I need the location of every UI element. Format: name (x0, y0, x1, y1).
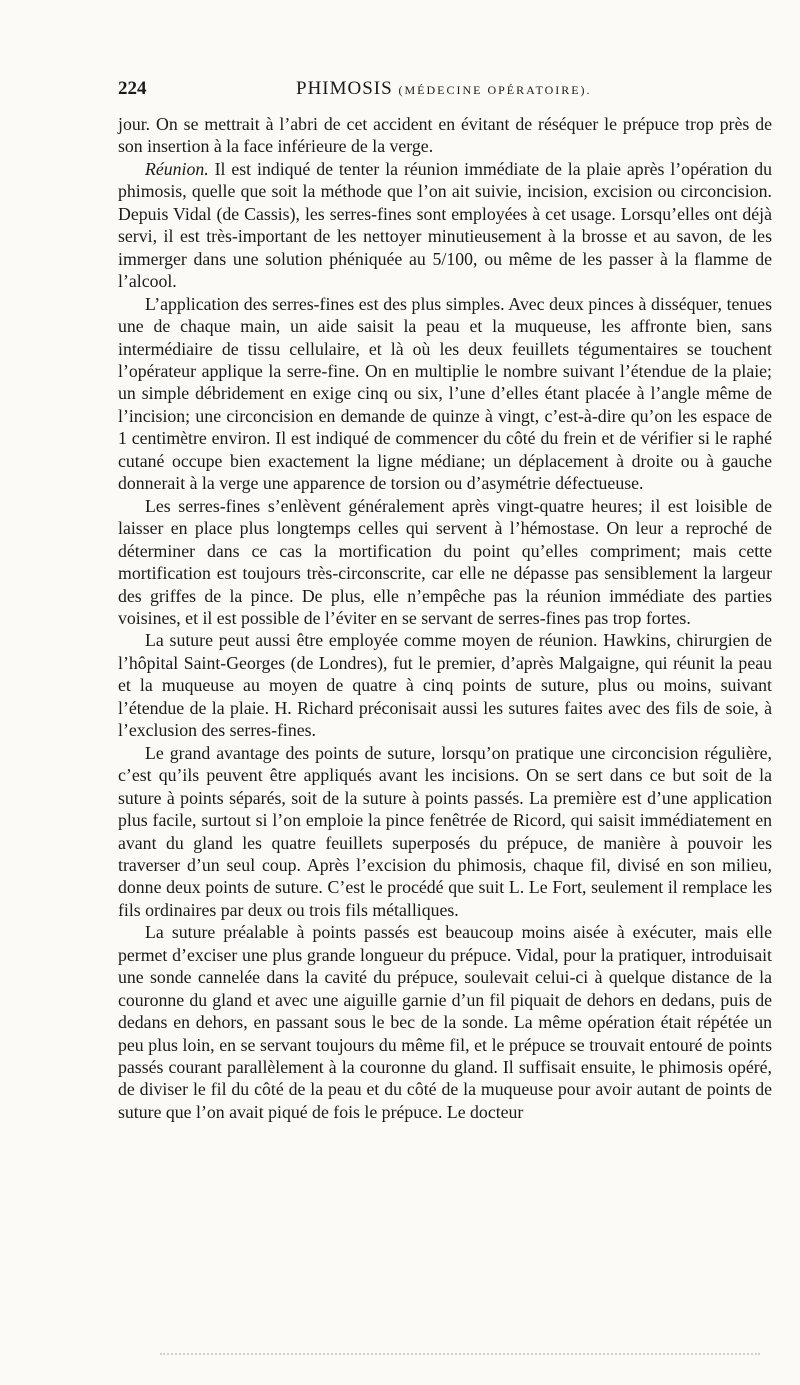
paragraph (118, 495, 772, 630)
running-header (118, 78, 678, 104)
paragraph-text: La suture préalable à points passés est beaucoup moins aisée à exécuter, mais elle permet d’exciser une plus grande longueur du prépuce. Vidal, pour la pratiquer, introduisait une sonde cannelée dans la cavité du prépuce, soulevait celui-ci à quelque distance de la couronne du gland et avec une aiguille garnie d’un fil piquait de dehors en dedans, puis de dedans en dehors, en passant sous le bec de la sonde. La même opération était répétée un peu plus loin, en se servant toujours du même fil, et le prépuce se trouvait entouré de points passés courant parallèlement à la couronne du gland. Il suffisait ensuite, le phimosis opéré, de diviser le fil du côté de la peau et du côté de la muqueuse pour avoir autant de points de suture que l’on avait piqué de fois le prépuce. Le docteur (118, 922, 772, 1122)
page-number: 224 (118, 78, 147, 99)
running-title-main: PHIMOSIS (296, 78, 393, 99)
paragraph-text: La suture peut aussi être employée comme moyen de réunion. Hawkins, chirurgien de l’hôpital Saint-Georges (de Londres), fut le premier, d’après Malgaigne, qui réunit la peau et la muqueuse au moyen de quatre à cinq points de suture, plus ou moins, suivant l’étendue de la plaie. H. Richard préconisait aussi les sutures faites avec des fils de soie, à l’exclusion des serres-fines. (118, 630, 772, 741)
section-run-in-heading: Réunion. (145, 158, 209, 179)
paragraph-text: Les serres-fines s’enlèvent généralement après vingt-quatre heures; il est loisible de laisser en place plus longtemps celles qui servent à l’hémostase. On leur a reproché de déterminer dans ce cas la mortification du point qu’elles compriment; mais cette mortification est toujours très-circonscrite, car elle ne dépasse pas sensiblement la largeur des griffes de la pince. De plus, elle n’empêche pas la réunion immédiate des parties voisines, et il est possible de l’éviter en se servant de serres-fines pas trop fortes. (118, 495, 772, 628)
paragraph (118, 742, 772, 922)
body-text (118, 113, 772, 1123)
paragraph-continuation (118, 113, 772, 158)
paragraph-reunion (118, 158, 772, 293)
paragraph (118, 629, 772, 741)
running-title-subtitle: (MÉDECINE OPÉRATOIRE). (398, 83, 592, 97)
paragraph (118, 293, 772, 495)
paragraph-text: Il est indiqué de tenter la réunion immédiate de la plaie après l’opération du phimosis, quelle que soit la méthode que l’on ait suivie, incision, excision ou circoncision. Depuis Vidal (de Cassis), les serres-fines sont employées à cet usage. Lorsqu’elles ont déjà servi, il est très-important de les nettoyer minutieusement à la brosse et au savon, de les immerger dans une solution phéniquée au 5/100, ou même de les passer à la flamme de l’alcool. (118, 158, 772, 292)
paragraph-text: jour. On se mettrait à l’abri de cet accident en évitant de réséquer le prépuce trop près de son insertion à la face inférieure de la verge. (118, 114, 772, 157)
paragraph-text: L’application des serres-fines est des plus simples. Avec deux pinces à disséquer, tenues une de chaque main, un aide saisit la peau et la muqueuse, les affronte bien, sans intermédiaire de tissu cellulaire, et là où les deux feuillets tégumentaires se touchent l’opérateur applique la serre-fine. On en multiplie le nombre suivant l’étendue de la plaie; un simple débridement en exige cinq ou six, l’une d’elles étant placée à l’angle même de l’incision; une circoncision en demande de quinze à vingt, c’est-à-dire qu’on les espace de 1 centimètre environ. Il est indiqué de commencer du côté du frein et de vérifier si le raphé cutané occupe bien exactement la ligne médiane; un déplacement à droite ou à gauche donnerait à la verge une apparence de torsion ou d’asymétrie défectueuse. (118, 293, 772, 494)
paragraph-text: Le grand avantage des points de suture, lorsqu’on pratique une circoncision régulière, c’est qu’ils peuvent être appliqués avant les incisions. On se sert dans ce but soit de la suture à points séparés, soit de la suture à points passés. La première est d’une application plus facile, surtout si l’on emploie la pince fenêtrée de Ricord, qui saisit immédiatement en avant du gland les quatre feuillets superposés du prépuce, de manière à pouvoir les traverser d’un seul coup. Après l’excision du phimosis, chaque fil, divisé en son milieu, donne deux points de suture. C’est le procédé que suit L. Le Fort, seulement il remplace les fils ordinaires par deux ou trois fils métalliques. (118, 742, 772, 920)
bleed-through-line (160, 1353, 760, 1357)
paragraph (118, 921, 772, 1123)
running-title (296, 78, 592, 100)
